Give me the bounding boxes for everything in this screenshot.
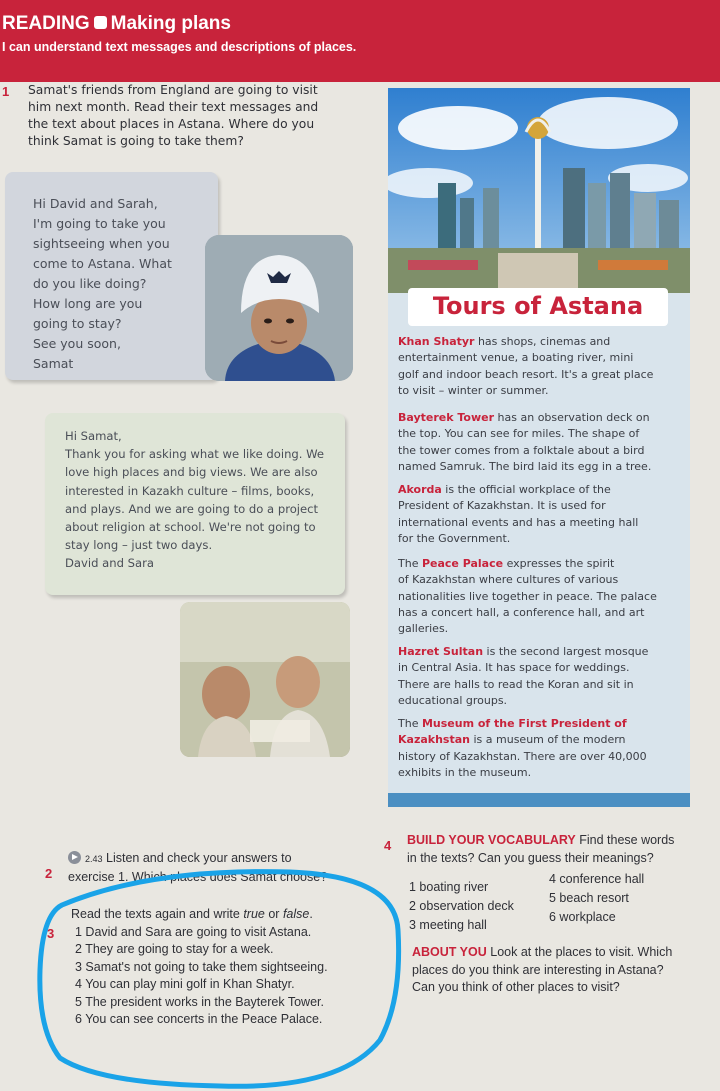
instruction-end: . bbox=[309, 907, 313, 921]
exercise-4-number: 4 bbox=[384, 838, 392, 853]
message-line: How long are you bbox=[33, 296, 143, 311]
place-line: for the Government. bbox=[398, 531, 511, 545]
exercise-2-number: 2 bbox=[45, 866, 53, 881]
about-you-heading: ABOUT YOU bbox=[412, 945, 487, 959]
instruction-text: Read the texts again and write bbox=[71, 907, 244, 921]
place-line: President of Kazakhstan. It is used for bbox=[398, 499, 606, 513]
message-line: do you like doing? bbox=[33, 276, 147, 291]
statement-item: 3 Samat's not going to take them sightseeing. bbox=[75, 959, 328, 974]
place-line: the top. You can see for miles. The shape of bbox=[398, 427, 640, 441]
place-line: educational groups. bbox=[398, 693, 508, 707]
message-line: Samat bbox=[33, 356, 74, 371]
audio-track-number: 2.43 bbox=[85, 854, 103, 864]
message-line: Hi David and Sarah, bbox=[33, 196, 158, 211]
learning-objective: I can understand text messages and descriptions of places. bbox=[2, 40, 357, 54]
place-name: Bayterek Tower bbox=[398, 411, 495, 424]
exercise-4-line: Find these words bbox=[575, 833, 675, 847]
message-line: I'm going to take you bbox=[33, 216, 166, 231]
statement-item: 5 The president works in the Bayterek Tower. bbox=[75, 994, 324, 1009]
tours-title: Tours of Astana bbox=[408, 288, 668, 326]
statement-item: 1 David and Sara are going to visit Astana. bbox=[75, 924, 312, 939]
place-line: is the official workplace of the bbox=[441, 483, 611, 496]
message-line: love high places and big views. We are also bbox=[65, 465, 318, 480]
vocab-item: 1 boating river bbox=[409, 880, 489, 894]
message-line: sightseeing when you bbox=[33, 236, 170, 251]
place-line: has a concert hall, a conference hall, and art bbox=[398, 605, 645, 619]
exercise-1-line: the text about places in Astana. Where do you bbox=[28, 117, 315, 131]
vocab-item: 3 meeting hall bbox=[409, 918, 487, 932]
message-line: interested in Kazakh culture – films, books, bbox=[65, 483, 315, 498]
vocab-item: 5 beach resort bbox=[549, 891, 629, 905]
exercise-1-line: think Samat is going to take them? bbox=[28, 134, 244, 148]
place-name: Museum of the First President of bbox=[421, 717, 627, 730]
place-line: international events and has a meeting hall bbox=[398, 515, 639, 529]
statement-item: 2 They are going to stay for a week. bbox=[75, 942, 274, 956]
about-you-line: Look at the places to visit. Which bbox=[486, 945, 673, 959]
vocab-item: 6 workplace bbox=[549, 910, 616, 924]
place-line: galleries. bbox=[398, 622, 449, 636]
lesson-title: Making plans bbox=[110, 13, 231, 34]
vocab-item: 2 observation deck bbox=[409, 899, 514, 913]
instruction-true: true bbox=[243, 907, 265, 921]
message-line: See you soon, bbox=[33, 336, 121, 351]
place-line: to visit – winter or summer. bbox=[398, 383, 549, 397]
place-line: history of Kazakhstan. There are over 40,000 bbox=[398, 749, 647, 763]
place-name: Khan Shatyr bbox=[398, 335, 475, 348]
exercise-4-line: in the texts? Can you guess their meanings? bbox=[407, 850, 654, 865]
about-you-line: places do you think are interesting in Astana? bbox=[412, 962, 664, 977]
exercise-2-line: exercise 1. Which places does Samat choose? bbox=[68, 869, 328, 884]
message-line: and plays. And we are going to do a project bbox=[65, 501, 319, 516]
place-name: Akorda bbox=[398, 483, 442, 496]
place-line: is the second largest mosque bbox=[483, 645, 649, 658]
instruction-or: or bbox=[264, 907, 283, 921]
section-label: READING bbox=[2, 13, 90, 34]
place-line: named Samruk. The bird laid its egg in a tree. bbox=[398, 459, 652, 473]
place-prefix: The bbox=[398, 717, 422, 730]
place-line: has shops, cinemas and bbox=[474, 335, 611, 348]
place-line: expresses the spirit bbox=[503, 557, 615, 570]
place-line: There are halls to read the Koran and sit in bbox=[398, 677, 634, 691]
message-line: Thank you for asking what we like doing. We bbox=[65, 447, 325, 462]
statement-item: 4 You can play mini golf in Khan Shatyr. bbox=[75, 977, 295, 991]
place-line: nationalities live together in peace. The palace bbox=[398, 589, 657, 603]
place-prefix: The bbox=[398, 557, 422, 570]
message-line: stay long – just two days. bbox=[65, 538, 213, 553]
vocab-item: 4 conference hall bbox=[549, 872, 645, 886]
message-line: Hi Samat, bbox=[65, 429, 122, 443]
place-line: of Kazakhstan where cultures of various bbox=[398, 573, 619, 587]
place-line: in Central Asia. It has space for weddings. bbox=[398, 661, 630, 675]
exercise-1-line: Samat's friends from England are going to visit bbox=[28, 83, 318, 97]
vocab-heading: BUILD YOUR VOCABULARY bbox=[407, 833, 576, 847]
message-line: about religion at school. We're not going to bbox=[65, 520, 316, 535]
exercise-2-line: Listen and check your answers to bbox=[106, 851, 292, 865]
message-line: David and Sara bbox=[65, 556, 154, 571]
place-line: exhibits in the museum. bbox=[398, 765, 532, 779]
place-name: Hazret Sultan bbox=[398, 645, 484, 658]
message-line: going to stay? bbox=[33, 316, 122, 331]
exercise-1-number: 1 bbox=[2, 84, 10, 99]
about-you-line: Can you think of other places to visit? bbox=[412, 980, 620, 994]
place-line: has an observation deck on bbox=[494, 411, 650, 424]
place-name: Peace Palace bbox=[421, 557, 504, 570]
place-name-cont: Kazakhstan bbox=[398, 733, 470, 747]
exercise-3-number: 3 bbox=[47, 926, 55, 941]
instruction-false: false bbox=[282, 907, 310, 921]
place-line: golf and indoor beach resort. It's a great place bbox=[398, 367, 654, 381]
place-line: the tower comes from a folktale about a bird bbox=[398, 443, 645, 457]
message-line: come to Astana. What bbox=[33, 256, 172, 271]
exercise-1-line: him next month. Read their text messages and bbox=[28, 100, 319, 114]
statement-item: 6 You can see concerts in the Peace Palace. bbox=[75, 1012, 323, 1026]
place-line: is a museum of the modern bbox=[469, 733, 626, 747]
place-line: entertainment venue, a boating river, mini bbox=[398, 351, 634, 365]
